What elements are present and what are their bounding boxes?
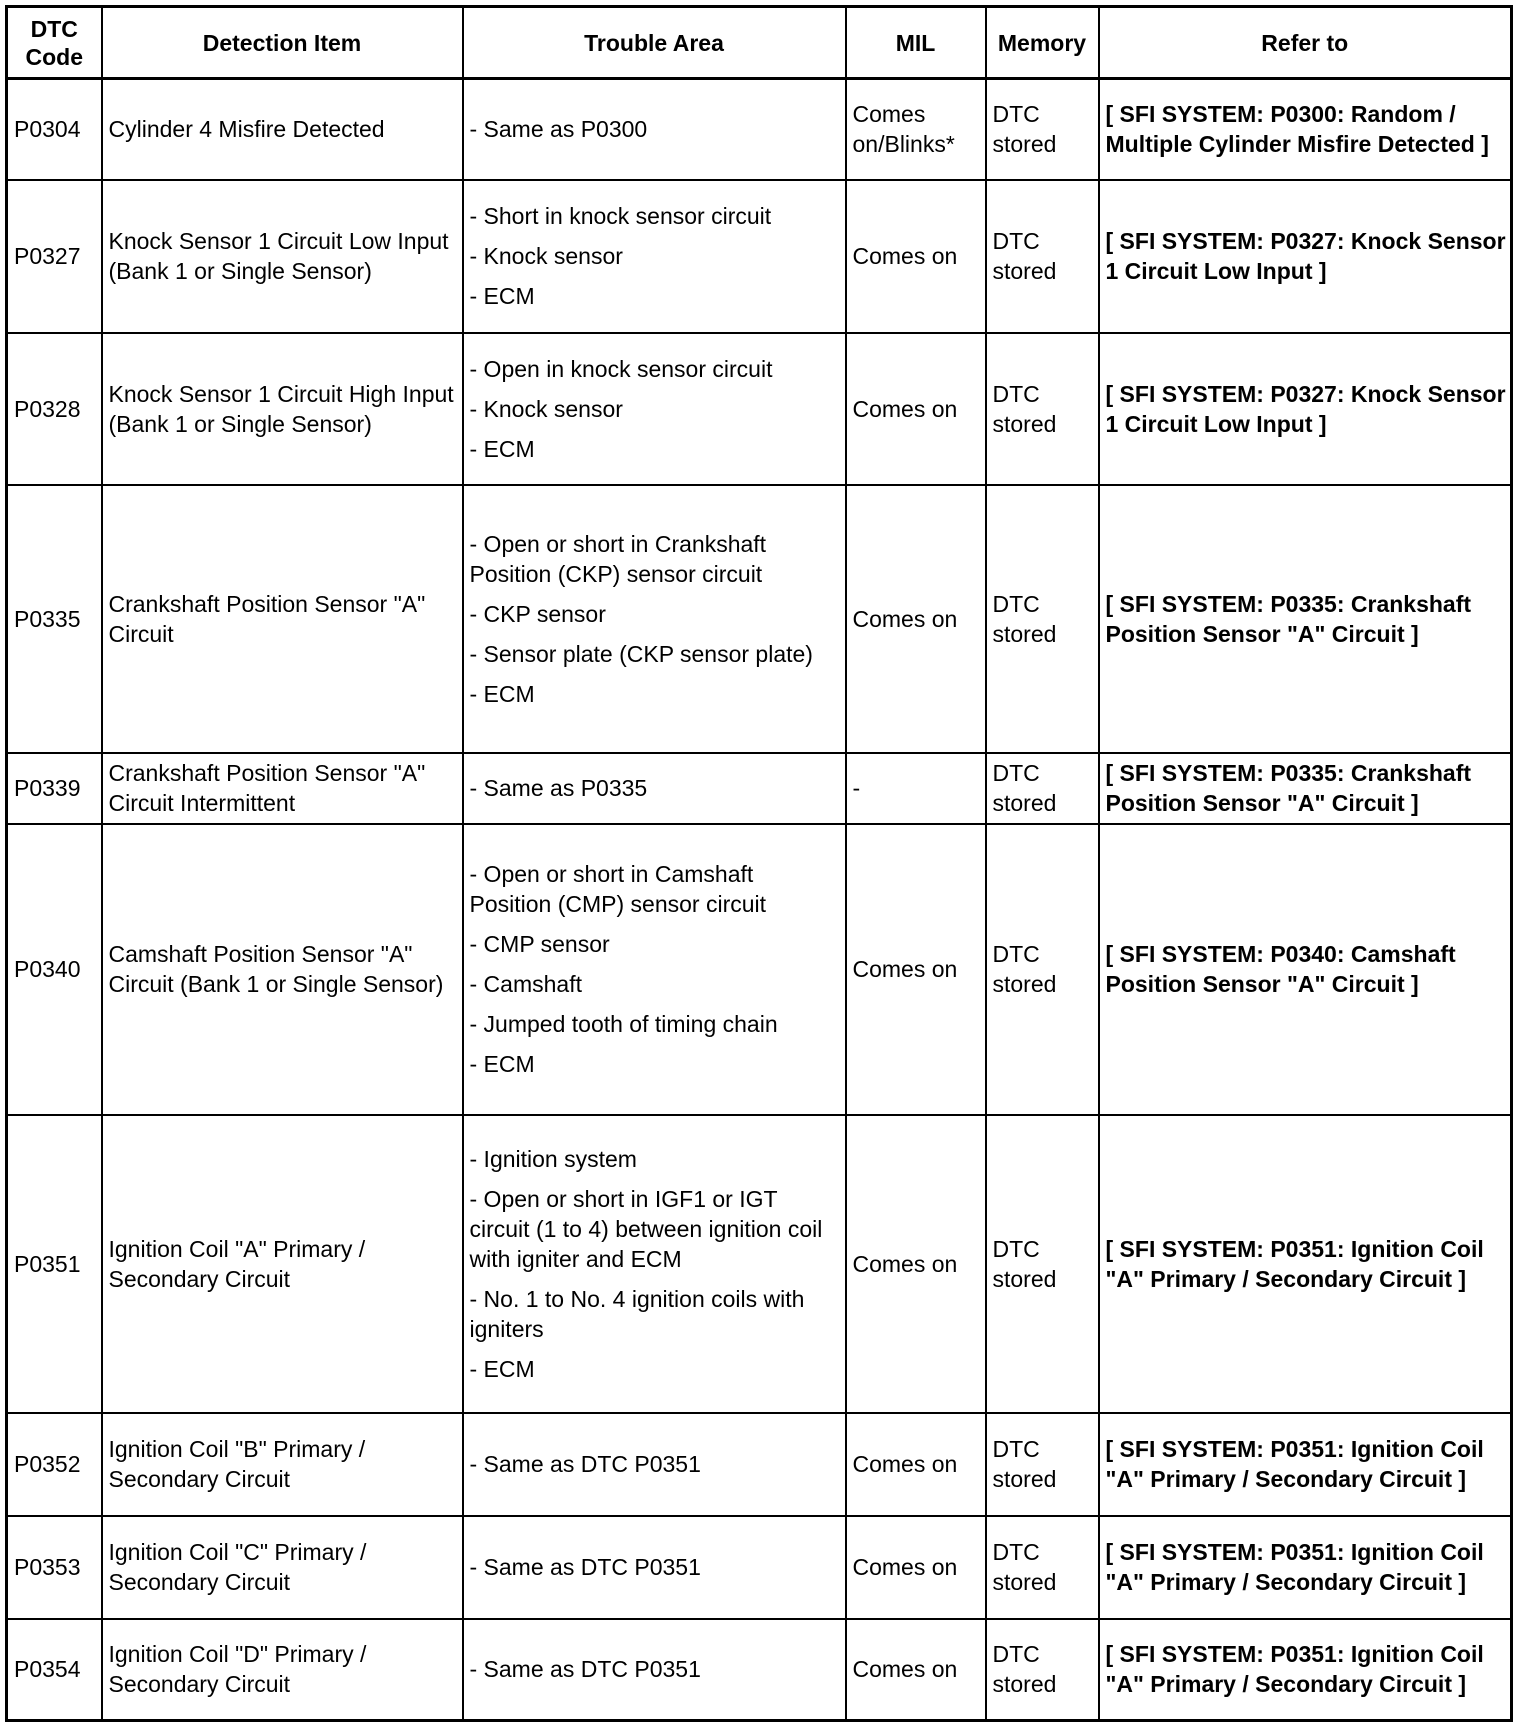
detection-item-cell: Ignition Coil "B" Primary / Secondary Circuit: [102, 1413, 463, 1516]
trouble-area-line: - Knock sensor: [469, 243, 623, 269]
trouble-area-line: - CMP sensor: [469, 931, 610, 957]
trouble-area-line: - Open or short in Camshaft Position (CMP) sensor circuit: [469, 861, 767, 917]
memory-cell: DTC stored: [986, 824, 1099, 1115]
trouble-area-line: - Knock sensor: [469, 395, 623, 422]
memory-cell: DTC stored: [986, 753, 1099, 824]
trouble-area-line: - ECM: [469, 1355, 535, 1382]
table-row: [7, 1516, 1512, 1619]
refer-to-cell: [ SFI SYSTEM: P0300: Random / Multiple Cylinder Misfire Detected ]: [1099, 79, 1512, 180]
detection-item-cell: Knock Sensor 1 Circuit High Input (Bank 1 or Single Sensor): [102, 333, 463, 485]
detection-item-cell: Knock Sensor 1 Circuit Low Input (Bank 1 or Single Sensor): [102, 180, 463, 333]
mil-cell: -: [846, 753, 986, 824]
trouble-area-line: - Sensor plate (CKP sensor plate): [469, 640, 813, 667]
trouble-area-cell: [463, 333, 846, 485]
dtc-code-cell: P0354: [7, 1619, 102, 1721]
dtc-code-cell: P0327: [7, 180, 102, 333]
header-detection-item: Detection Item: [102, 7, 463, 79]
dtc-table-body: [7, 79, 1512, 1721]
refer-to-cell: [ SFI SYSTEM: P0327: Knock Sensor 1 Circuit Low Input ]: [1099, 180, 1512, 333]
detection-item-cell: Crankshaft Position Sensor "A" Circuit Intermittent: [102, 753, 463, 824]
trouble-area-line: - Camshaft: [469, 971, 582, 997]
trouble-area-cell: [463, 1115, 846, 1413]
memory-cell: DTC stored: [986, 1516, 1099, 1619]
mil-cell: Comes on: [846, 180, 986, 333]
trouble-area-line: - Jumped tooth of timing chain: [469, 1011, 778, 1037]
memory-cell: DTC stored: [986, 485, 1099, 753]
trouble-area-line: - ECM: [469, 283, 535, 309]
trouble-area-cell: [463, 1516, 846, 1619]
dtc-code-cell: P0352: [7, 1413, 102, 1516]
dtc-code-cell: P0335: [7, 485, 102, 753]
header-memory: Memory: [986, 7, 1099, 79]
table-row: [7, 180, 1512, 333]
header-row: [7, 7, 1512, 79]
trouble-area-cell: [463, 79, 846, 180]
refer-to-cell: [ SFI SYSTEM: P0351: Ignition Coil "A" Primary / Secondary Circuit ]: [1099, 1619, 1512, 1721]
trouble-area-line: - Ignition system: [469, 1145, 637, 1172]
dtc-code-cell: P0351: [7, 1115, 102, 1413]
mil-cell: Comes on: [846, 333, 986, 485]
mil-cell: Comes on: [846, 1619, 986, 1721]
memory-cell: DTC stored: [986, 1413, 1099, 1516]
trouble-area-line: - ECM: [469, 435, 535, 462]
trouble-area-cell: [463, 753, 846, 824]
mil-cell: Comes on: [846, 485, 986, 753]
dtc-code-cell: P0340: [7, 824, 102, 1115]
dtc-table: [5, 5, 1513, 1722]
dtc-code-cell: P0328: [7, 333, 102, 485]
trouble-area-line: - ECM: [469, 680, 535, 707]
detection-item-cell: Camshaft Position Sensor "A" Circuit (Bank 1 or Single Sensor): [102, 824, 463, 1115]
mil-cell: Comes on/Blinks*: [846, 79, 986, 180]
refer-to-cell: [ SFI SYSTEM: P0351: Ignition Coil "A" Primary / Secondary Circuit ]: [1099, 1115, 1512, 1413]
trouble-area-line: - Same as DTC P0351: [469, 1554, 701, 1580]
table-row: [7, 1115, 1512, 1413]
trouble-area-line: - Same as P0300: [469, 116, 648, 143]
mil-cell: Comes on: [846, 1115, 986, 1413]
dtc-code-cell: P0339: [7, 753, 102, 824]
trouble-area-line: - Open or short in Crankshaft Position (CKP) sensor circuit: [469, 530, 767, 587]
trouble-area-line: - No. 1 to No. 4 ignition coils with igniters: [469, 1285, 805, 1342]
header-mil: MIL: [846, 7, 986, 79]
detection-item-cell: Ignition Coil "C" Primary / Secondary Circuit: [102, 1516, 463, 1619]
trouble-area-cell: [463, 485, 846, 753]
trouble-area-line: - Same as DTC P0351: [469, 1656, 701, 1683]
table-row: [7, 333, 1512, 485]
trouble-area-line: - Open in knock sensor circuit: [469, 355, 773, 382]
mil-cell: Comes on: [846, 1516, 986, 1619]
memory-cell: DTC stored: [986, 1619, 1099, 1721]
trouble-area-cell: [463, 824, 846, 1115]
refer-to-cell: [ SFI SYSTEM: P0327: Knock Sensor 1 Circuit Low Input ]: [1099, 333, 1512, 485]
trouble-area-line: - CKP sensor: [469, 600, 606, 627]
memory-cell: DTC stored: [986, 333, 1099, 485]
detection-item-cell: Cylinder 4 Misfire Detected: [102, 79, 463, 180]
refer-to-cell: [ SFI SYSTEM: P0340: Camshaft Position Sensor "A" Circuit ]: [1099, 824, 1512, 1115]
refer-to-cell: [ SFI SYSTEM: P0351: Ignition Coil "A" Primary / Secondary Circuit ]: [1099, 1413, 1512, 1516]
trouble-area-cell: [463, 1619, 846, 1721]
refer-to-cell: [ SFI SYSTEM: P0335: Crankshaft Position Sensor "A" Circuit ]: [1099, 485, 1512, 753]
memory-cell: DTC stored: [986, 79, 1099, 180]
table-row: [7, 1413, 1512, 1516]
dtc-code-cell: P0353: [7, 1516, 102, 1619]
table-row: [7, 79, 1512, 180]
trouble-area-line: - Short in knock sensor circuit: [469, 203, 772, 229]
header-dtc-code: DTC Code: [7, 7, 102, 79]
trouble-area-line: - ECM: [469, 1051, 535, 1077]
dtc-code-cell: P0304: [7, 79, 102, 180]
table-row: [7, 1619, 1512, 1721]
header-refer-to: Refer to: [1099, 7, 1512, 79]
mil-cell: Comes on: [846, 1413, 986, 1516]
trouble-area-cell: [463, 1413, 846, 1516]
trouble-area-line: - Same as P0335: [469, 775, 648, 801]
detection-item-cell: Crankshaft Position Sensor "A" Circuit: [102, 485, 463, 753]
trouble-area-line: - Open or short in IGF1 or IGT circuit (1 to 4) between ignition coil with igniter and ECM: [469, 1185, 823, 1272]
refer-to-cell: [ SFI SYSTEM: P0351: Ignition Coil "A" Primary / Secondary Circuit ]: [1099, 1516, 1512, 1619]
detection-item-cell: Ignition Coil "A" Primary / Secondary Circuit: [102, 1115, 463, 1413]
table-row: [7, 824, 1512, 1115]
table-row: [7, 753, 1512, 824]
refer-to-cell: [ SFI SYSTEM: P0335: Crankshaft Position Sensor "A" Circuit ]: [1099, 753, 1512, 824]
header-trouble-area: Trouble Area: [463, 7, 846, 79]
memory-cell: DTC stored: [986, 180, 1099, 333]
trouble-area-cell: [463, 180, 846, 333]
trouble-area-line: - Same as DTC P0351: [469, 1451, 701, 1477]
table-row: [7, 485, 1512, 753]
mil-cell: Comes on: [846, 824, 986, 1115]
detection-item-cell: Ignition Coil "D" Primary / Secondary Circuit: [102, 1619, 463, 1721]
memory-cell: DTC stored: [986, 1115, 1099, 1413]
